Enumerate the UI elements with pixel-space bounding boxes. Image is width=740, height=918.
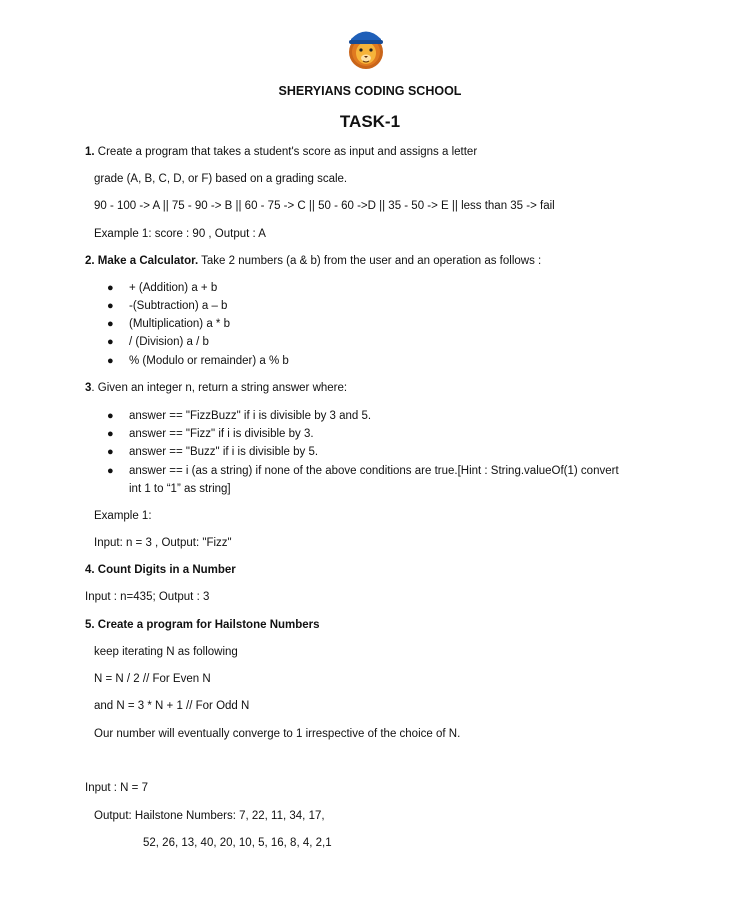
- list-item: / (Division) a / b: [129, 336, 209, 348]
- q1-line1: [85, 146, 477, 158]
- q5-title: 5. Create a program for Hailstone Numbers: [85, 619, 320, 631]
- list-item: answer == "Buzz" if i is divisible by 5.: [129, 446, 319, 458]
- q5-line2: N = N / 2 // For Even N: [94, 673, 211, 685]
- q5-output: Output: Hailstone Numbers: 7, 22, 11, 34, 17,: [94, 810, 325, 822]
- list-item: answer == "FizzBuzz" if i is divisible by 3 and 5.: [129, 410, 372, 422]
- bullet-icon: ●: [107, 428, 114, 440]
- list-item: (Multiplication) a * b: [129, 318, 230, 330]
- school-name: SHERYIANS CODING SCHOOL: [278, 84, 462, 98]
- task-title: TASK-1: [339, 112, 401, 131]
- list-item: answer == i (as a string) if none of the above conditions are true.[Hint : String.valueOf(1) convert: [129, 465, 619, 477]
- list-item: answer == "Fizz" if i is divisible by 3.: [129, 428, 314, 440]
- bullet-icon: ●: [107, 355, 114, 367]
- list-item: -(Subtraction) a – b: [129, 300, 228, 312]
- q1-line3: 90 - 100 -> A || 75 - 90 -> B || 60 - 75 -> C || 50 - 60 ->D || 35 - 50 -> E || less than 35 -> fail: [94, 200, 555, 212]
- q2-heading: [85, 255, 541, 267]
- q5-output-cont: 52, 26, 13, 40, 20, 10, 5, 16, 8, 4, 2,1: [143, 837, 332, 849]
- q5-line1: keep iterating N as following: [94, 646, 238, 658]
- q3-number: 3: [85, 382, 92, 394]
- q2-rest: Take 2 numbers (a & b) from the user and an operation as follows :: [201, 255, 542, 267]
- q1-number: 1.: [85, 146, 95, 158]
- q3-example: Input: n = 3 , Output: "Fizz": [94, 537, 232, 549]
- q3-rest: . Given an integer n, return a string answer where:: [91, 382, 348, 394]
- q5-line3: and N = 3 * N + 1 // For Odd N: [94, 700, 250, 712]
- bullet-icon: ●: [107, 465, 114, 477]
- bullet-icon: ●: [107, 410, 114, 422]
- q2-number: 2.: [85, 255, 95, 267]
- bullet-icon: ●: [107, 336, 114, 348]
- q4-title: 4. Count Digits in a Number: [85, 564, 236, 576]
- q5-line4: Our number will eventually converge to 1 irrespective of the choice of N.: [94, 728, 461, 740]
- q1-line2: grade (A, B, C, D, or F) based on a grading scale.: [94, 173, 348, 185]
- q1-example: Example 1: score : 90 , Output : A: [94, 228, 266, 240]
- bullet-icon: ●: [107, 318, 114, 330]
- bullet-icon: ●: [107, 282, 114, 294]
- list-item: + (Addition) a + b: [129, 282, 218, 294]
- q4-io: Input : n=435; Output : 3: [85, 591, 210, 603]
- lion-logo-icon: [345, 22, 387, 72]
- list-item: % (Modulo or remainder) a % b: [129, 355, 289, 367]
- q3-example-label: Example 1:: [94, 510, 152, 522]
- bullet-icon: ●: [107, 446, 114, 458]
- bullet-icon: ●: [107, 300, 114, 312]
- q5-input: Input : N = 7: [85, 782, 148, 794]
- list-item-continuation: int 1 to “1” as string]: [129, 483, 231, 495]
- q2-bold: Make a Calculator.: [97, 255, 199, 267]
- q3-heading: [85, 382, 347, 394]
- q1-line1-text: Create a program that takes a student's score as input and assigns a letter: [97, 146, 478, 158]
